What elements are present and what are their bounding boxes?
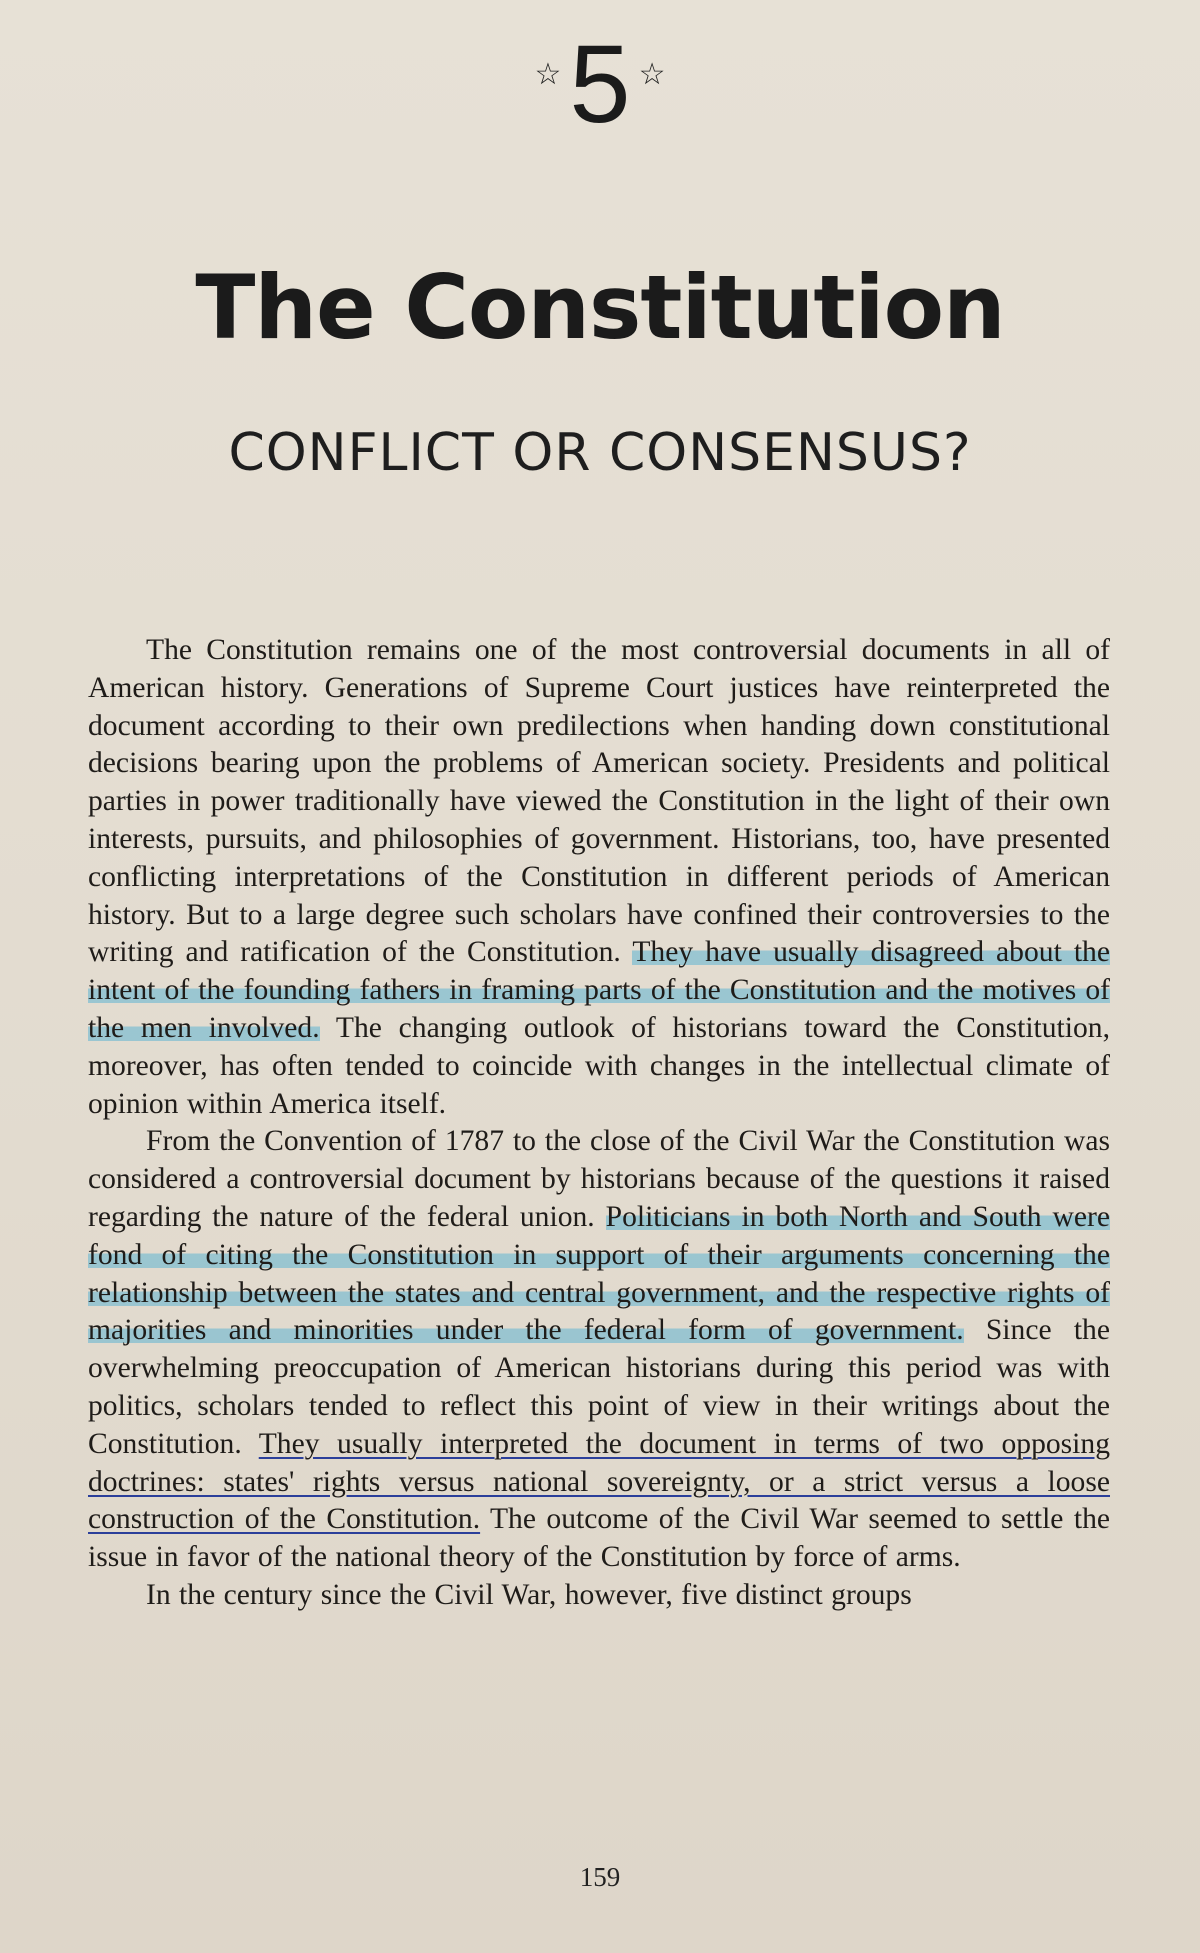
chapter-title: The Constitution — [195, 256, 1005, 359]
highlighted-passage: They have usually disagreed about the intent of the founding fathers in framing parts of the Constitution and the motives of the men involved. — [88, 936, 1110, 1044]
paragraph-3: In the century since the Civil War, however, five distinct groups — [146, 1578, 912, 1611]
paragraph-2: From the Convention of 1787 to the close of the Civil War the Constitution was considered a controversial document by historians because of the questions it raised regarding the nature of the federal union. Politicians in both North and South were fond of citing the Constitution in support of their arguments concerning the relationship between the states and central government, and the respective rights of majorities and minorities under the federal form of government. Since the overwhelming preoccupation of American historians during this period was with politics, scholars tended to reflect this point of view in their writings about the Constitution. They usually interpreted the document in terms of two opposing doctrines: states' rights versus national sovereignty, or a strict versus a loose construction of the Constitution. The outcome of the Civil War seemed to settle the issue in favor of the national theory of the Constitution by force of arms. — [88, 1125, 1110, 1574]
chapter-subtitle: CONFLICT OR CONSENSUS? — [228, 423, 972, 483]
page-number: 159 — [579, 1862, 621, 1892]
star-right-icon: ☆ — [638, 58, 666, 91]
highlighted-passage: Politicians in both North and South were fond of citing the Constitution in support of their arguments concerning the relationship between the states and central government, and the respective rights of majorities and minorities under the federal form of government. — [88, 1200, 1110, 1347]
paragraph-1: The Constitution remains one of the most controversial documents in all of American history. Generations of Supreme Court justices have reinterpreted the document according to their own predilections when handing down constitutional decisions bearing upon the problems of American society. Presidents and political parties in power traditionally have viewed the Constitution in the light of their own interests, pursuits, and philosophies of government. Historians, too, have presented conflicting interpretations of the Constitution in different periods of American history. But to a large degree such scholars have confined their controversies to the writing and ratification of the Constitution. They have usually disagreed about the intent of the founding fathers in framing parts of the Constitution and the motives of the men involved. The changing outlook of historians toward the Constitution, moreover, has often tended to coincide with changes in the intellectual climate of opinion within America itself. — [88, 634, 1110, 1120]
chapter-body — [88, 632, 1110, 1615]
star-left-icon: ☆ — [534, 58, 562, 91]
chapter-number-heading — [0, 23, 1200, 146]
underlined-passage: They usually interpreted the document in terms of two opposing doctrines: states' rights versus national sovereignty, or a strict versus a loose construction of the Constitution. — [88, 1427, 1110, 1536]
chapter-number: 5 — [569, 23, 631, 146]
